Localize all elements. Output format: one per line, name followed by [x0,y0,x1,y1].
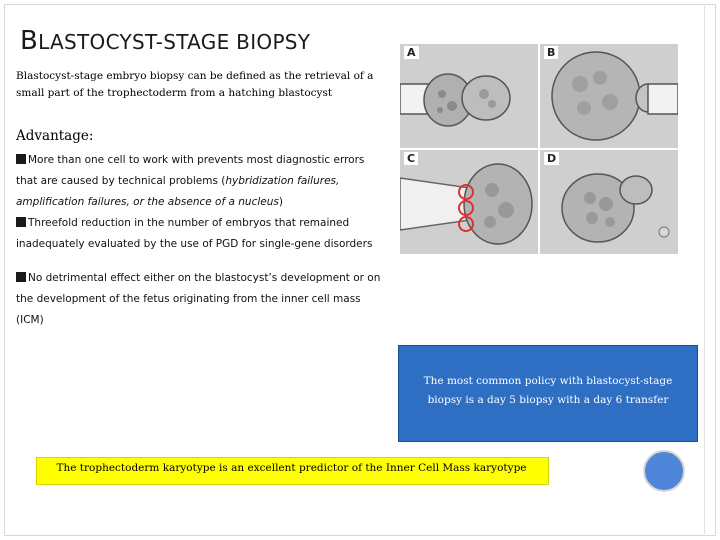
slide-title [20,26,410,56]
advantage-list [16,150,388,331]
decorative-circle [643,450,685,492]
micrograph-d [540,150,678,254]
advantage-item: Threefold reduction in the number of embryos that remained inadequately evaluated by the use of PGD for single-gene disorders [16,217,373,250]
advantage-item: More than one cell to work with prevents most diagnostic errors that are caused by technical problems (hybridization failures, amplification failures, or the absence of a nucleus) [16,154,365,208]
panel-label: A [404,46,419,59]
title-rest: LASTOCYST-STAGE BIOPSY [38,30,311,54]
advantage-heading: Advantage: [16,128,94,144]
callout-text: The most common policy with blastocyst-stage biopsy is a day 5 biopsy with a day 6 transfer [423,375,673,406]
panel-label: C [404,152,418,165]
biopsy-image-c [400,150,538,254]
bullet-box-icon [16,217,26,227]
micrograph-b [540,44,678,148]
biopsy-image-a [400,44,538,148]
title-initial: B [20,26,39,56]
biopsy-image-b [540,44,678,148]
slide-frame-line [704,4,705,534]
highlight-text: The trophectoderm karyotype is an excellent predictor of the Inner Cell Mass karyotype [56,462,527,474]
biopsy-image-d [540,150,678,254]
micrograph-c [400,150,538,254]
definition-text: Blastocyst-stage embryo biopsy can be defined as the retrieval of a small part of the trophectoderm from a hatching blastocyst [16,70,374,99]
bullet-box-icon [16,154,26,164]
micrograph-a [400,44,538,148]
advantage-item: No detrimental effect either on the blastocyst’s development or on the development of the fetus originating from the inner cell mass (ICM) [16,272,381,326]
panel-label: D [544,152,559,165]
bullet-box-icon [16,272,26,282]
panel-label: B [544,46,558,59]
